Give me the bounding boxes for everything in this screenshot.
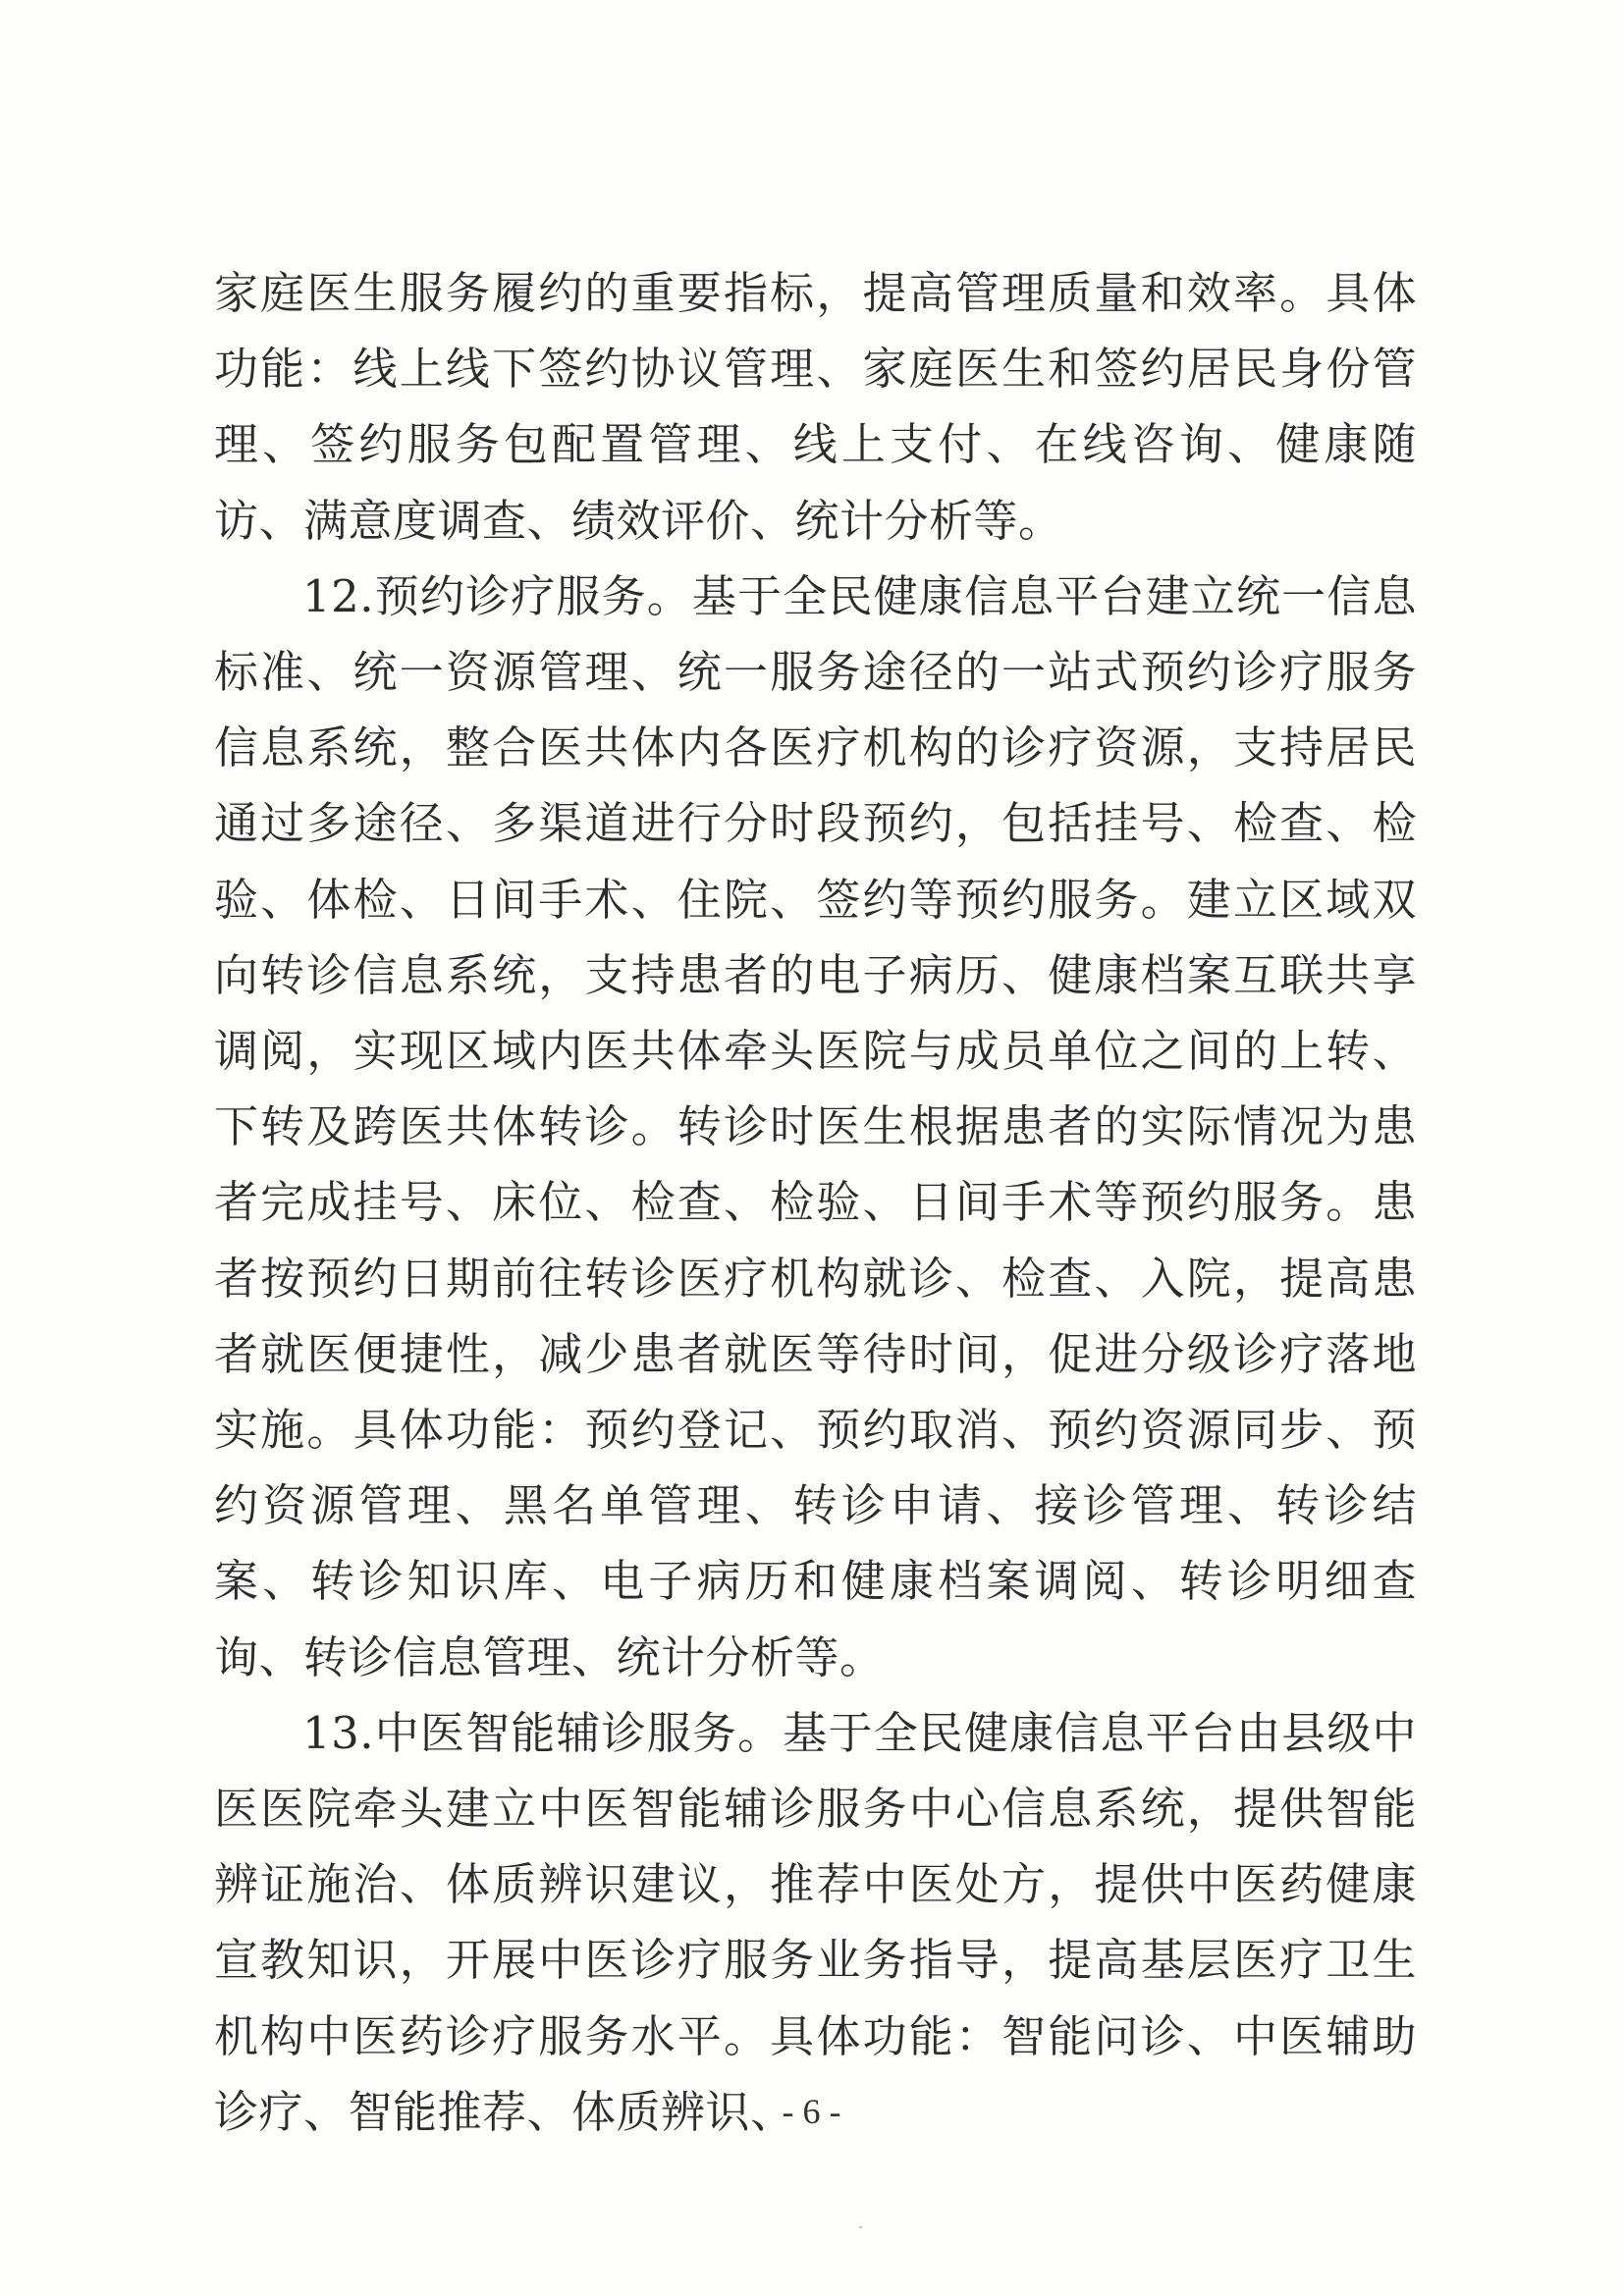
- body-text: [214, 255, 1417, 2150]
- scan-speck: [859, 2226, 862, 2228]
- paragraph-family-doctor-continued: 家庭医生服务履约的重要指标，提高管理质量和效率。具体功能：线上线下签约协议管理、家庭医生和签约居民身份管理、签约服务包配置管理、线上支付、在线咨询、健康随访、满意度调查、绩效评价、统计分析等。: [214, 267, 1417, 547]
- paragraph-appointment-service: 12.预约诊疗服务。基于全民健康信息平台建立统一信息标准、统一资源管理、统一服务途径的一站式预约诊疗服务信息系统，整合医共体内各医疗机构的诊疗资源，支持居民通过多途径、多渠道进行分时段预约，包括挂号、检查、检验、体检、日间手术、住院、签约等预约服务。建立区域双向转诊信息系统，支持患者的电子病历、健康档案互联共享调阅，实现区域内医共体牵头医院与成员单位之间的上转、下转及跨医共体转诊。转诊时医生根据患者的实际情况为患者完成挂号、床位、检查、检验、日间手术等预约服务。患者按预约日期前往转诊医疗机构就诊、检查、入院，提高患者就医便捷性，减少患者就医等待时间，促进分级诊疗落地实施。具体功能：预约登记、预约取消、预约资源同步、预约资源管理、黑名单管理、转诊申请、接诊管理、转诊结案、转诊知识库、电子病历和健康档案调阅、转诊明细查询、转诊信息管理、统计分析等。: [214, 569, 1417, 1683]
- paragraph-tcm-assisted-diagnosis: 13.中医智能辅诊服务。基于全民健康信息平台由县级中医医院牵头建立中医智能辅诊服务中心信息系统，提供智能辨证施治、体质辨识建议，推荐中医处方，提供中医药健康宣教知识，开展中医诊疗服务业务指导，提高基层医疗卫生机构中医药诊疗服务水平。具体功能：智能问诊、中医辅助诊疗、智能推荐、体质辨识、: [214, 1706, 1417, 2138]
- page-number: - 6 -: [782, 2092, 841, 2131]
